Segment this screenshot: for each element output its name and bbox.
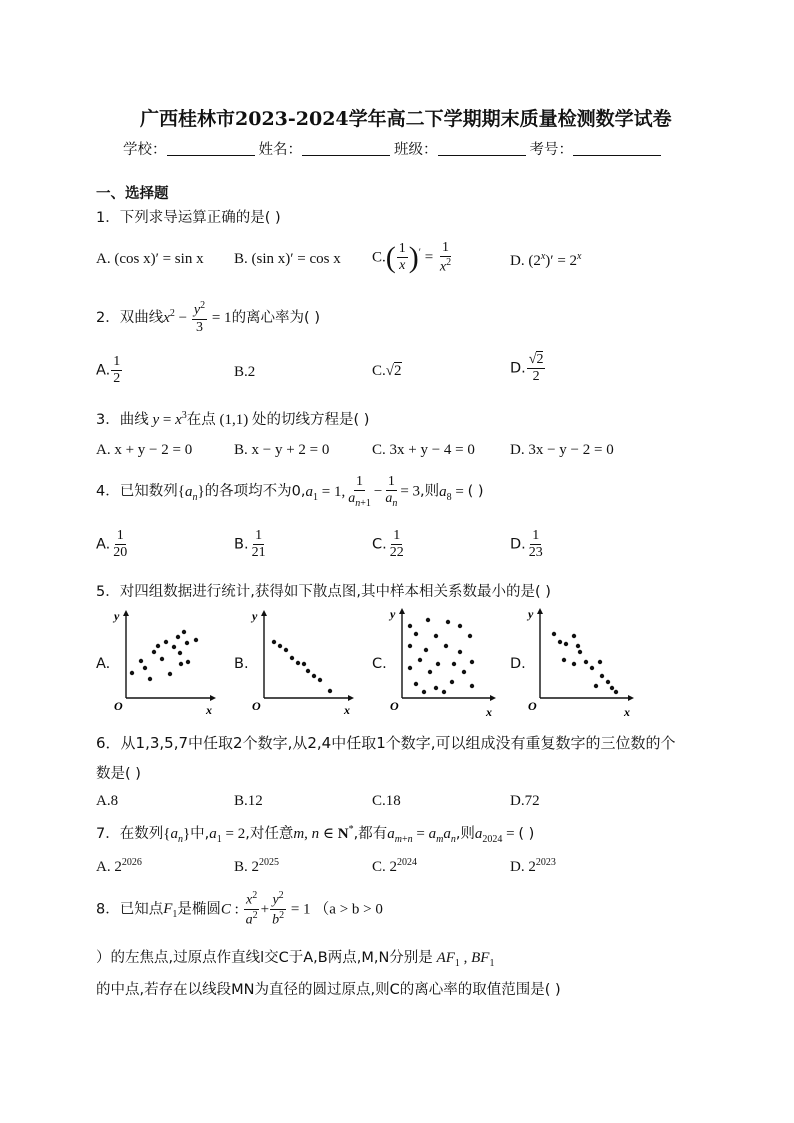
- scatter-plot-c: [386, 606, 501, 718]
- page-title: 广西桂林市2023-2024学年高二下学期期末质量检测数学试卷: [140, 108, 672, 130]
- question-7-stem: 7．在数列$\{a_n\}$中$,a_1 = 2$,对任意m, n ∈ N*,都有$a_{m+n} = a_ma_n$,则$a_{2024}$ = ( ): [96, 824, 535, 845]
- svg-text:x: x: [624, 705, 630, 718]
- question-4-option-c: C. $\frac{1}{22}$: [372, 528, 404, 561]
- question-1-option-a: A. (cos x)′ = sin x: [96, 251, 204, 267]
- question-7-option-b: B. $2^{2025}$: [234, 857, 280, 875]
- svg-text:O: O: [390, 699, 399, 713]
- question-6-stem-line2: 数是( ): [96, 766, 141, 782]
- exam-no-label: 考号：: [529, 142, 573, 158]
- scatter-plot-a: [110, 606, 220, 718]
- question-4-option-d: D. $\frac{1}{23}$: [510, 528, 543, 561]
- class-label: 班级：: [394, 142, 438, 158]
- question-2-option-d: D. $\frac{√2}{2}$: [510, 352, 544, 385]
- question-7-option-c: C. $2^{2024}$: [372, 857, 418, 875]
- question-6-option-a: A.8: [96, 793, 119, 809]
- question-6-option-c: C.18: [372, 793, 401, 809]
- name-label: 姓名：: [258, 142, 302, 158]
- school-field[interactable]: [167, 141, 255, 156]
- svg-text:y: y: [114, 609, 120, 623]
- question-4-option-a: A. $\frac{1}{20}$: [96, 528, 128, 561]
- exam-no-field[interactable]: [573, 141, 661, 156]
- svg-text:x: x: [486, 705, 492, 718]
- question-3-option-a: A. x + y − 2 = 0: [96, 442, 193, 458]
- class-field[interactable]: [438, 141, 526, 156]
- svg-text:x: x: [344, 703, 350, 717]
- svg-text:y: y: [528, 607, 534, 621]
- question-3-stem: 3．曲线 $y = x^3$在点 (1,1) 处的切线方程是( ): [96, 410, 370, 428]
- question-5-stem: 5．对四组数据进行统计,获得如下散点图,其中样本相关系数最小的是( ): [96, 584, 551, 600]
- svg-text:O: O: [114, 699, 123, 713]
- student-info-line: [123, 138, 665, 159]
- question-7-option-d: D. $2^{2023}$: [510, 857, 556, 875]
- question-8-stem-line2: ）的左焦点,过原点作直线l交C于A,B两点,M,N分别是 $AF_1$ , $BF_1$: [96, 950, 495, 969]
- question-6-option-b: B.12: [234, 793, 263, 809]
- question-1-option-d: D. $(2^x)' = 2^x$: [510, 251, 582, 269]
- svg-text:O: O: [252, 699, 261, 713]
- question-5-label-b: B.: [234, 656, 249, 672]
- question-2-option-c: C.√2: [372, 363, 402, 379]
- school-label: 学校：: [123, 142, 167, 158]
- question-2-option-a: A. $\frac{1}{2}$: [96, 354, 121, 387]
- question-8-stem-line3: 的中点,若存在以线段MN为直径的圆过原点,则C的离心率的取值范围是( ): [96, 982, 561, 998]
- question-5-label-d: D.: [510, 656, 526, 672]
- question-3-option-c: C. 3x + y − 4 = 0: [372, 442, 475, 458]
- question-6-option-d: D.72: [510, 793, 540, 809]
- svg-text:O: O: [528, 699, 537, 713]
- scatter-plot-d: [524, 606, 639, 718]
- option-d-label: D.: [510, 253, 525, 269]
- question-8-stem-line1: 8．已知点$F_1$是椭圆C : $\frac{x^2}{a^2}$ + $\frac{y^2}{b^2}$ = 1 （a > b > 0: [96, 890, 383, 928]
- question-6-stem-line1: 6．从1,3,5,7中任取2个数字,从2,4中任取1个数字,可以组成没有重复数字的三位数的个: [96, 734, 676, 752]
- question-3-option-b: B. x − y + 2 = 0: [234, 442, 330, 458]
- question-2-stem: 2．双曲线$x^2$ − $\frac{y^2}{3}$ = 1的离心率为( ): [96, 300, 320, 335]
- question-1-stem: 1．下列求导运算正确的是( ): [96, 210, 281, 226]
- question-3-option-d: D. 3x − y − 2 = 0: [510, 442, 614, 458]
- question-1-option-b: B. (sin x)′ = cos x: [234, 251, 341, 267]
- svg-text:y: y: [390, 607, 396, 621]
- option-c-label: C.: [372, 249, 386, 266]
- question-4-stem: 4．已知数列$\{a_n\}$的各项均不为$0,a_1 = 1$, $\frac{1}{a_{n+1}}$ − $\frac{1}{a_n}$ = 3,则$a_8$ = ( ): [96, 474, 484, 509]
- question-2-option-b: B.2: [234, 364, 256, 380]
- name-field[interactable]: [302, 141, 390, 156]
- question-5-label-a: A.: [96, 656, 111, 672]
- question-1-option-c: C.( $\frac{1}{x}$ )′ = $\frac{1}{x^2}$: [372, 240, 452, 275]
- svg-text:y: y: [252, 609, 258, 623]
- scatter-plot-b: [248, 606, 358, 718]
- question-5-label-c: C.: [372, 656, 387, 672]
- section-heading: 一、选择题: [96, 186, 169, 202]
- svg-text:x: x: [206, 703, 212, 717]
- question-7-option-a: A. $2^{2026}$: [96, 857, 142, 875]
- question-4-option-b: B. $\frac{1}{21}$: [234, 528, 266, 561]
